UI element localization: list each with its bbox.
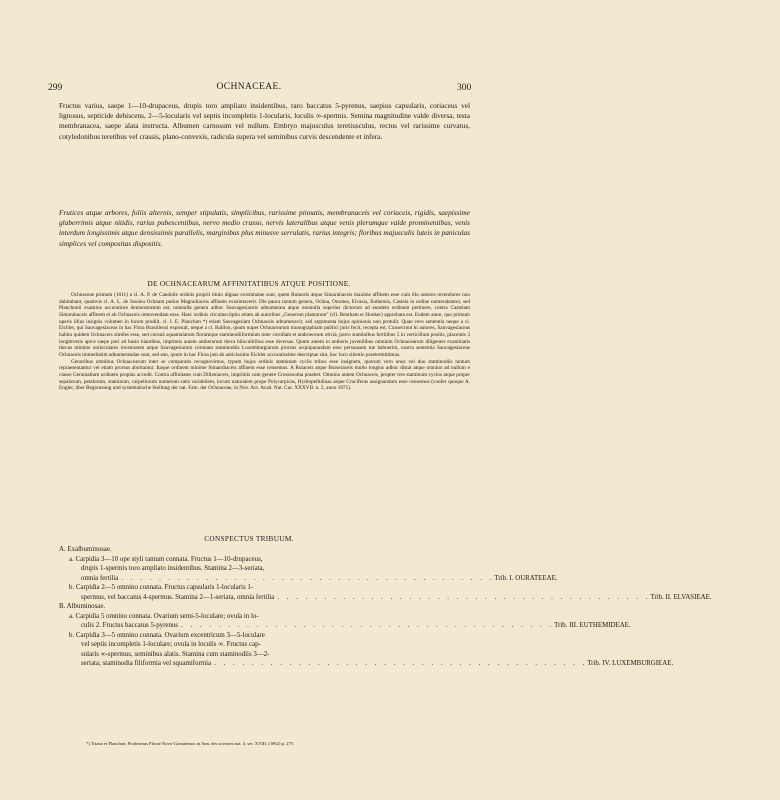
conspectus-text: culis 2. Fructus baccatus 5-pyrenus [81,622,179,629]
fructus-paragraph: Fructus varius, saepe 1—10-drupaceus, drupis toro ampliato insidentibus, raro baccatus 5-pyrenus, saepius capsularis, coriaceus vel lignosus, septicide dehiscens, 2—5-locularis vel septis incompletis 1-locularis, loculis ∞-spermis. Semina magnitudine valde diversa, testa membranacea, saepe alata instructa. Albumen carnosum vel nullum. Embryo majusculus teretiusculus, rectus vel rarissime curvatus, cotyledonibus teretibus vel crassis, plano-convexis, radicula supera vel seminibus curvis descendente et infera. [59,101,470,141]
dot-leader: . . . . . . . . . . . . . . . . . . . . . . . . . . . . . . . . . . . . . . . . [181,622,555,629]
body-paragraph-1: Ochnaceae primum (1811) a cl. A. P. de Candolle ordinis proprii titulo dignae existimatae sunt, quem Rutaceis atque Simarubaceis maxime affinem esse cum illo autores recentiores non dubitabant, quamvis cl. A. L. de Jussieu Ochnam potius Magnoliaceis affinem existimaverit. Die pauca tantum genera, Ochna, Ouratea, Elvasia, Euthemis, Castela in ordine numerabantur, sed Planchonii examine accuratiore demonstratum est, nonnulla genera adhuc Sauvagesiaceis adnumerata atque nonnulla superius dictorum ad eundem ordinem pertinere, contra Castelam Simarubaceis affinem et ab Ochnaceis removendam esse. Haec ordinis circumscriptio etiam ab autoribus „Generum plantarum" (cll. Bentham et Hooker) approbata est. Eodem anno, quo primum operis illius insignis volumen in lucem prodiit, cl. J. E. Planchon *) etiam Sauvagesiam Ochnaceis adnumeravit, sed argumenta hujus opinionis non protulit. Quae vero sententia neque a cl. Eichler, qui Sauvagesiaceas in hac Flora Brasiliensi exposuit, neque a cl. Baillon, quum nuper Ochnacearum monographiam publici juris fecit, recepta est. Consecrunt hi autores, Sauvagesiaceas habitu quidem Ochnaceis similes esse, sed coronâ squamularum florumque staminodiiformium inter corollam et androeceum obvià, porro staminibus fertilibus 5 in verticillum positis, placentis 3 longitrorsis apice saepe pori ad basin hiantibus, imprimis autem antherarum theca biloculiribus esse diversas. Quum autem in antheris juvenilibus omnium Ochnacearum diligenter examinatis thecas minime uniloculares invenissem atque Sauvagesiarum coronam staminodiis Luxemburgiarum prorsus acquiparandam esse persuasum me habuerim, nostra sententia Sauvagesiaceae Ochnaceis immediatim adnumerandae sunt, sed ean, quum in hac Flora jam ab amicissimo Eichler accuratissime descriptae sint, hoc loco silentio praetermittimus. [59,292,470,358]
conspectus-row [59,659,674,669]
conspectus-text: vel septis incompletis 1-loculare; ovula in loculis ∞. Fructus cap- [81,641,261,648]
conspectus-row [59,593,712,603]
conspectus-text: A. Exalbuminosae. [59,546,112,553]
page-number-left: 299 [48,83,63,93]
conspectus-text: a. Carpidia 5 omnino connata. Ovarium semi-5-loculare; ovula in lo- [69,612,259,620]
conspectus-text: a. Carpidia 3—10 ope styli tantum connata. Fructus 1—10-drupaceus, [69,555,263,563]
conspectus-row [59,545,479,555]
conspectus-row [59,631,479,641]
conspectus-row [59,650,479,660]
conspectus-row [59,621,631,631]
page-title: OCHNACEAE. [216,82,282,92]
dot-leader: . . . . . . . . . . . . . . . . . . . . . . . . . . . . . . . . . . . . . . . . [121,574,495,582]
dot-leader: . . . . . . . . . . . . . . . . . . . . . . . . . . . . . . . . . . . . . . . . [214,660,588,667]
conspectus-text: b. Carpidia 2—5 omnino connata. Fructus capsularis 1-locularis 1- [69,584,254,591]
conspectus-text: seriata; staminodia filiformia vel squamiformia [81,660,212,667]
conspectus-row [59,612,479,622]
tribe-label: Trib. III. EUTHEMIDEAE. [554,622,631,629]
conspectus-row [59,640,479,650]
body-paragraph-2: Genoribus omnibus Ochnacearum inter se comparatis recognovimus, typum hujus ordinis staminum cyclis tribus esse insignem, quorum vero unus vel duo staminodiis tantum repraesentantur vel etiam prorsus abortantur. Itaque ordinem minime Simarubaceis affinem esse censemus. A Rutaceis atque Burseraceis multo longius adhuc distat atque omnino ad nullum e classe Geranialium ordinem propius accedit. Contra affinitates cum Dilleniaceis, imprimis cum genere Crossosoma praebet. Omnino autem Ochnaceis, propter tres staminum cyclos atque proper sepalorum, petalorum, staminum, carpellorum numerum satis variabilem, locum naturalem prope Polycarpicas, Hydropeltidinas atque Cruciferas assignandum esse censemus (confer quoque A. Engler, über Begrenzung und systematische Stellung der nat. Fam. der Ochnaceae, in Nov. Act. Acad. Nat. Cur. XXXVII. n. 2, anno 1875). [59,358,470,392]
dot-leader: . . . . . . . . . . . . . . . . . . . . . . . . . . . . . . . . . . . . . . . . [277,593,651,601]
tribe-label: Trib. IV. LUXEMBURGIEAE. [587,660,674,667]
frutices-paragraph: Frutices atque arbores, foliis alternis, semper stipulatis, simplicibus, rarissime pinnatis, membranaceis vel coriaceis, rigidis, saepissime glaberrimis atque nitidis, rarius pubescentibus, nervo medio crasso, nervis lateralibus atque venis plerumque valde prominentibus, venis interdum longissimis atque densissimis parallelis, marginibus plus minusve serrulatis, rarius integris; floribus majusculis luteis in paniculas simplices vel compositas dispositis. [59,208,470,248]
section-heading-conspectus: CONSPECTUS TRIBUUM. [204,534,294,543]
conspectus-text: omnia fertilia [81,574,119,582]
conspectus-text: sularis ∞-spermus, seminibus alatis. Stamina cum staminodiis 3—2- [81,650,270,658]
affinitatibus-body [59,292,470,392]
tribe-label: Trib. II. ELVASIEAE. [650,593,712,601]
conspectus-text: spermus, vel baccatus 4-spermus. Stamina 2—1-seriata, omnia fertilia [81,593,275,601]
conspectus-text: drupis 1-spermis toro ampliato insidentibus. Stamina 2—3-seriata, [81,565,265,572]
conspectus-row [59,574,558,584]
conspectus-row [59,602,479,612]
tribe-label: Trib. I. OURATEEAE. [494,574,558,582]
conspectus-key [59,545,712,669]
section-heading-affinitatibus: DE OCHNACEARUM AFFINITATIBUS ATQUE POSITIONE. [147,279,351,288]
conspectus-row [59,564,479,574]
conspectus-text: B. Albuminosae. [59,603,106,610]
conspectus-row [59,583,479,593]
conspectus-text: b. Carpidia 3—5 omnino connata. Ovarium excentricum 3—5-loculare [69,631,265,639]
footnote: *) Triana et Planchon, Prodromus Florae Novo-Granatensis in Ann. des sciences nat. 4. ser. XVIII. (1862) p. 275. [86,741,295,746]
page-number-right: 300 [457,83,472,93]
conspectus-row [59,555,479,565]
